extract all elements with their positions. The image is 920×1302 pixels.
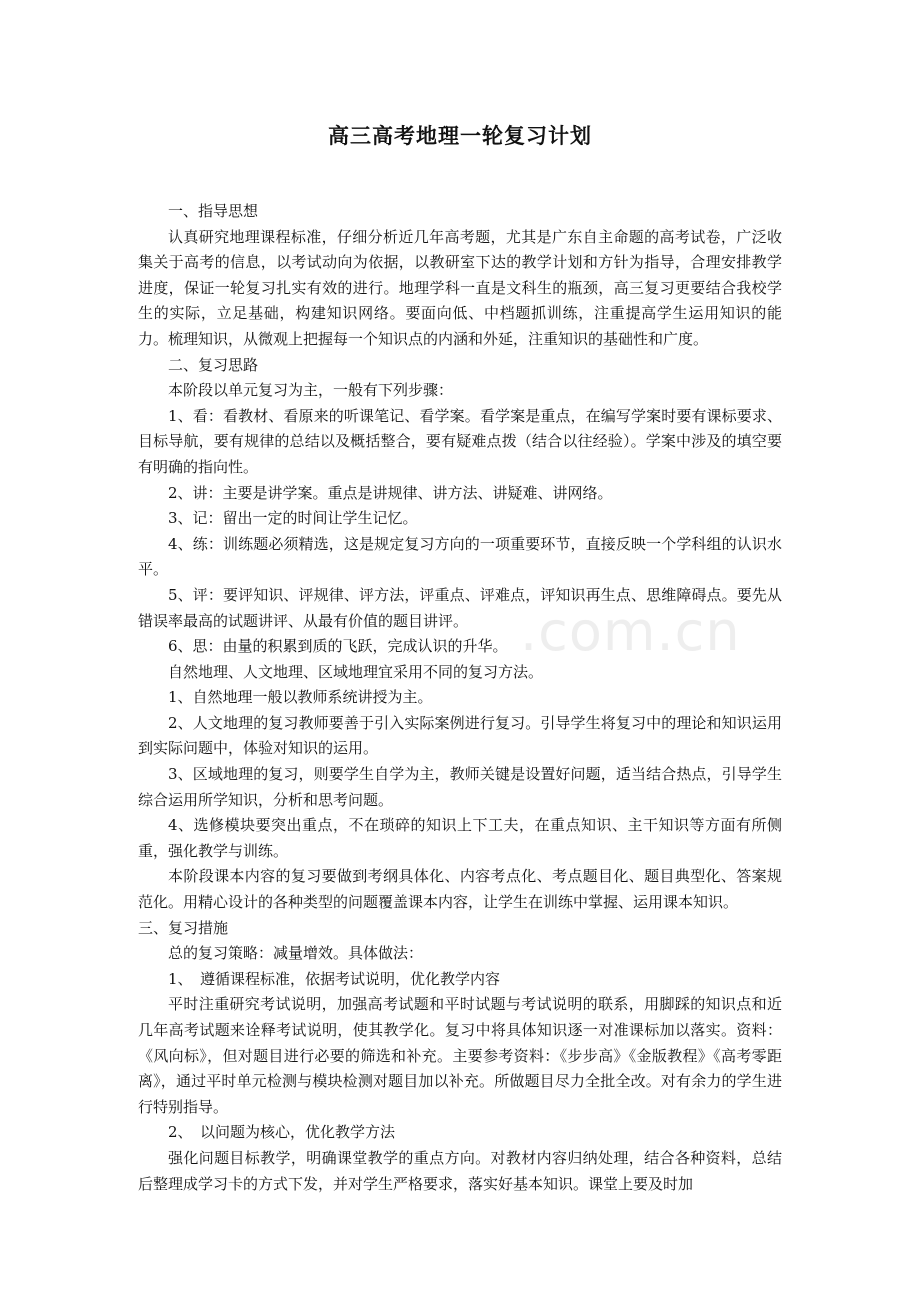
paragraph: 4、选修模块要突出重点，不在琐碎的知识上下工夫，在重点知识、主干知识等方面有所侧重，强化教学与训练。 [138, 816, 782, 860]
document-body [138, 199, 782, 1197]
paragraph: 总的复习策略：减量增效。具体做法： [168, 944, 424, 963]
paragraph: 一、指导思想 [168, 202, 259, 220]
paragraph: 2、人文地理的复习教师要善于引入实际案例进行复习。引导学生将复习中的理论和知识运用到实际问题中，体验对知识的运用。 [138, 713, 782, 758]
paragraph: 3、记：留出一定的时间让学生记忆。 [168, 509, 418, 528]
paragraph: 1、自然地理一般以教师系统讲授为主。 [168, 688, 433, 707]
paragraph: 强化问题目标教学，明确课堂教学的重点方向。对教材内容归纳处理，结合各种资料，总结后整理成学习卡的方式下发，并对学生严格要求，落实好基本知识。课堂上要及时加 [138, 1148, 782, 1193]
paragraph: 4、练：训练题必须精选，这是规定复习方向的一项重要环节，直接反映一个学科组的认识水平。 [138, 534, 782, 579]
paragraph: 本阶段以单元复习为主，一般有下列步骤： [168, 381, 454, 400]
paragraph: 二、复习思路 [168, 355, 259, 374]
document-title: 高三高考地理一轮复习计划 [328, 123, 592, 148]
paragraph: 三、复习措施 [138, 918, 229, 937]
paragraph: 自然地理、人文地理、区域地理宜采用不同的复习方法。 [168, 662, 544, 681]
paragraph: 平时注重研究考试说明，加强高考试题和平时试题与考试说明的联系，用脚踩的知识点和近几年高考试题来诠释考试说明，使其教学化。复习中将具体知识逐一对准课标加以落实。资料：《风向标》，但对题目进行必要的筛选和补充。主要参考资料：《步步高》《金版教程》《高考零距离》，通过平时单元检测与模块检测对题目加以补充。所做题目尽力全批全改。对有余力的学生进行特别指导。 [138, 995, 782, 1116]
paragraph: 5、评：要评知识、评规律、评方法，评重点、评难点，评知识再生点、思维障碍点。要先从错误率最高的试题讲评、从最有价值的题目讲评。 [138, 585, 782, 630]
watermark-text: .com.cn [520, 600, 741, 663]
paragraph: 2、 以问题为核心，优化教学方法 [168, 1123, 396, 1142]
paragraph: 2、讲：主要是讲学案。重点是讲规律、讲方法、讲疑难、讲网络。 [168, 483, 613, 502]
paragraph: 1、看：看教材、看原来的听课笔记、看学案。看学案是重点，在编写学案时要有课标要求、目标导航，要有规律的总结以及概括整合，要有疑难点拨（结合以往经验）。学案中涉及的填空要有明确的指向性。 [138, 406, 782, 476]
paragraph: 3、区域地理的复习，则要学生自学为主，教师关键是设置好问题，适当结合热点，引导学生综合运用所学知识，分析和思考问题。 [138, 765, 782, 809]
paragraph: 本阶段课本内容的复习要做到考纲具体化、内容考点化、考点题目化、题目典型化、答案规范化。用精心设计的各种类型的问题覆盖课本内容，让学生在训练中掌握、运用课本知识。 [138, 867, 782, 912]
paragraph: 认真研究地理课程标准，仔细分析近几年高考题，尤其是广东自主命题的高考试卷，广泛收集关于高考的信息，以考试动向为依据，以教研室下达的教学计划和方针为指导，合理安排教学进度，保证一轮复习扎实有效的进行。地理学科一直是文科生的瓶颈，高三复习更要结合我校学生的实际，立足基础，构建知识网络。要面向低、中档题抓训练，注重提高学生运用知识的能力。梳理知识，从微观上把握每一个知识点的内涵和外延，注重知识的基础性和广度。 [138, 227, 782, 348]
paragraph: 6、思：由量的积累到质的飞跃，完成认识的升华。 [168, 637, 508, 656]
paragraph: 1、 遵循课程标准，依据考试说明，优化教学内容 [168, 969, 501, 988]
